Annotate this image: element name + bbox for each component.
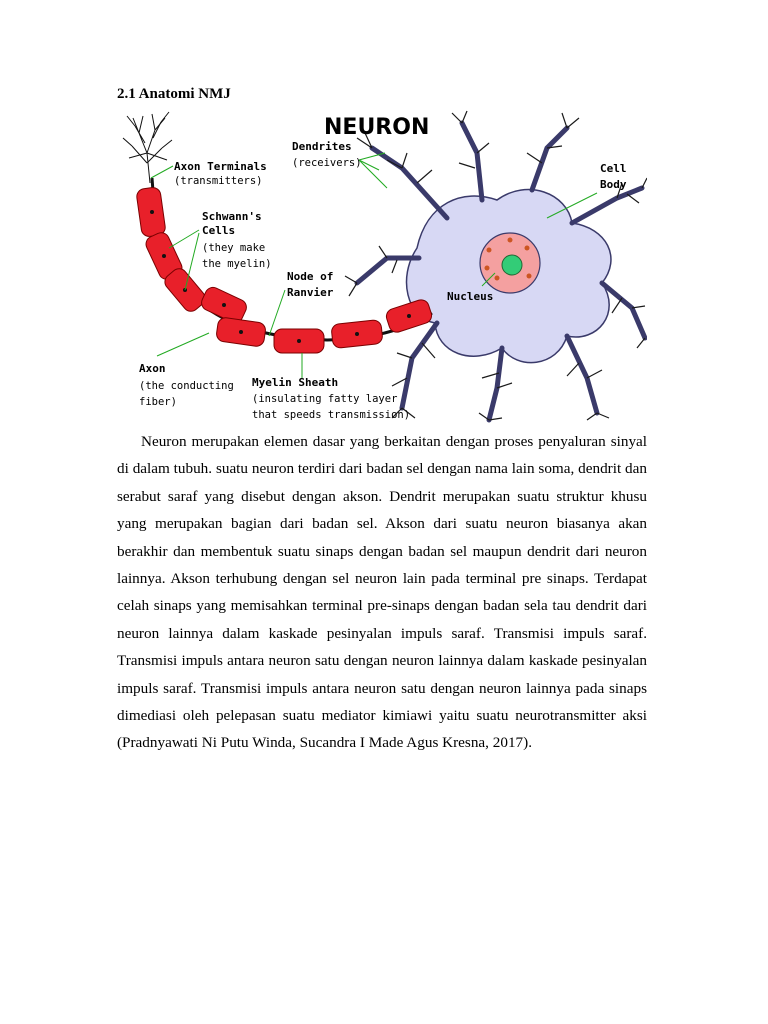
label-axon-terminals: Axon Terminals (174, 160, 267, 173)
label-myelin-sub1: (insulating fatty layer (252, 393, 398, 405)
label-myelin: Myelin Sheath (252, 376, 339, 389)
axon-terminals (123, 112, 172, 183)
cell-body (345, 111, 647, 420)
label-node-1: Node of (287, 270, 334, 283)
label-schwann-2: Cells (202, 224, 236, 237)
section-heading: 2.1 Anatomi NMJ (117, 86, 231, 102)
label-dendrites: Dendrites (292, 140, 352, 153)
neuron-illustration (117, 108, 647, 426)
label-node-2: Ranvier (287, 286, 334, 299)
diagram-title: NEURON (324, 115, 430, 140)
myelinated-axon (123, 112, 434, 353)
label-cell-body-2: Body (600, 178, 627, 191)
nucleolus (502, 255, 522, 275)
label-cell-body-1: Cell (600, 162, 627, 175)
label-dendrites-sub: (receivers) (292, 157, 362, 169)
label-schwann-4: the myelin) (202, 258, 272, 270)
label-axon-terminals-sub: (transmitters) (174, 175, 263, 187)
label-nucleus: Nucleus (447, 290, 494, 303)
label-axon: Axon (139, 362, 166, 375)
body-paragraph: Neuron merupakan elemen dasar yang berkaitan dengan proses penyaluran sinyal di dalam tubuh. suatu neuron terdiri dari badan sel dengan nama lain soma, dendrit dan serabut saraf yang disebut dengan akson. Dendrit merupakan suatu struktur khusu yang merupakan bagian dari badan sel. Akson dari suatu neuron biasanya akan berakhir dan membentuk suatu sinaps dengan badan sel maupun dendrit dari neuron lainnya. Akson terhubung dengan sel neuron lain pada terminal pre sinaps. Terdapat celah sinaps yang memisahkan terminal pre-sinaps dengan badan sela tau dendrit dari neuron lainnya dalam kaskade pesinyalan impuls saraf. Transmisi impuls saraf. Transmisi impuls antara neuron satu dengan neuron lainnya dalam kaskade pesinyalan impuls saraf. Transmisi impuls antara neuron satu dengan neuron lainnya pada sinaps dimediasi oleh pelepasan suatu mediator kimiawi yaitu suatu neurotransmitter aksi (Pradnyawati Ni Putu Winda, Sucandra I Made Agus Kresna, 2017). (117, 433, 647, 752)
neuron-diagram (117, 108, 647, 426)
label-axon-sub2: fiber) (139, 396, 177, 408)
label-schwann-1: Schwann's (202, 210, 262, 223)
label-axon-sub1: (the conducting (139, 380, 234, 392)
label-myelin-sub2: that speeds transmission) (252, 409, 411, 421)
label-schwann-3: (they make (202, 242, 266, 254)
